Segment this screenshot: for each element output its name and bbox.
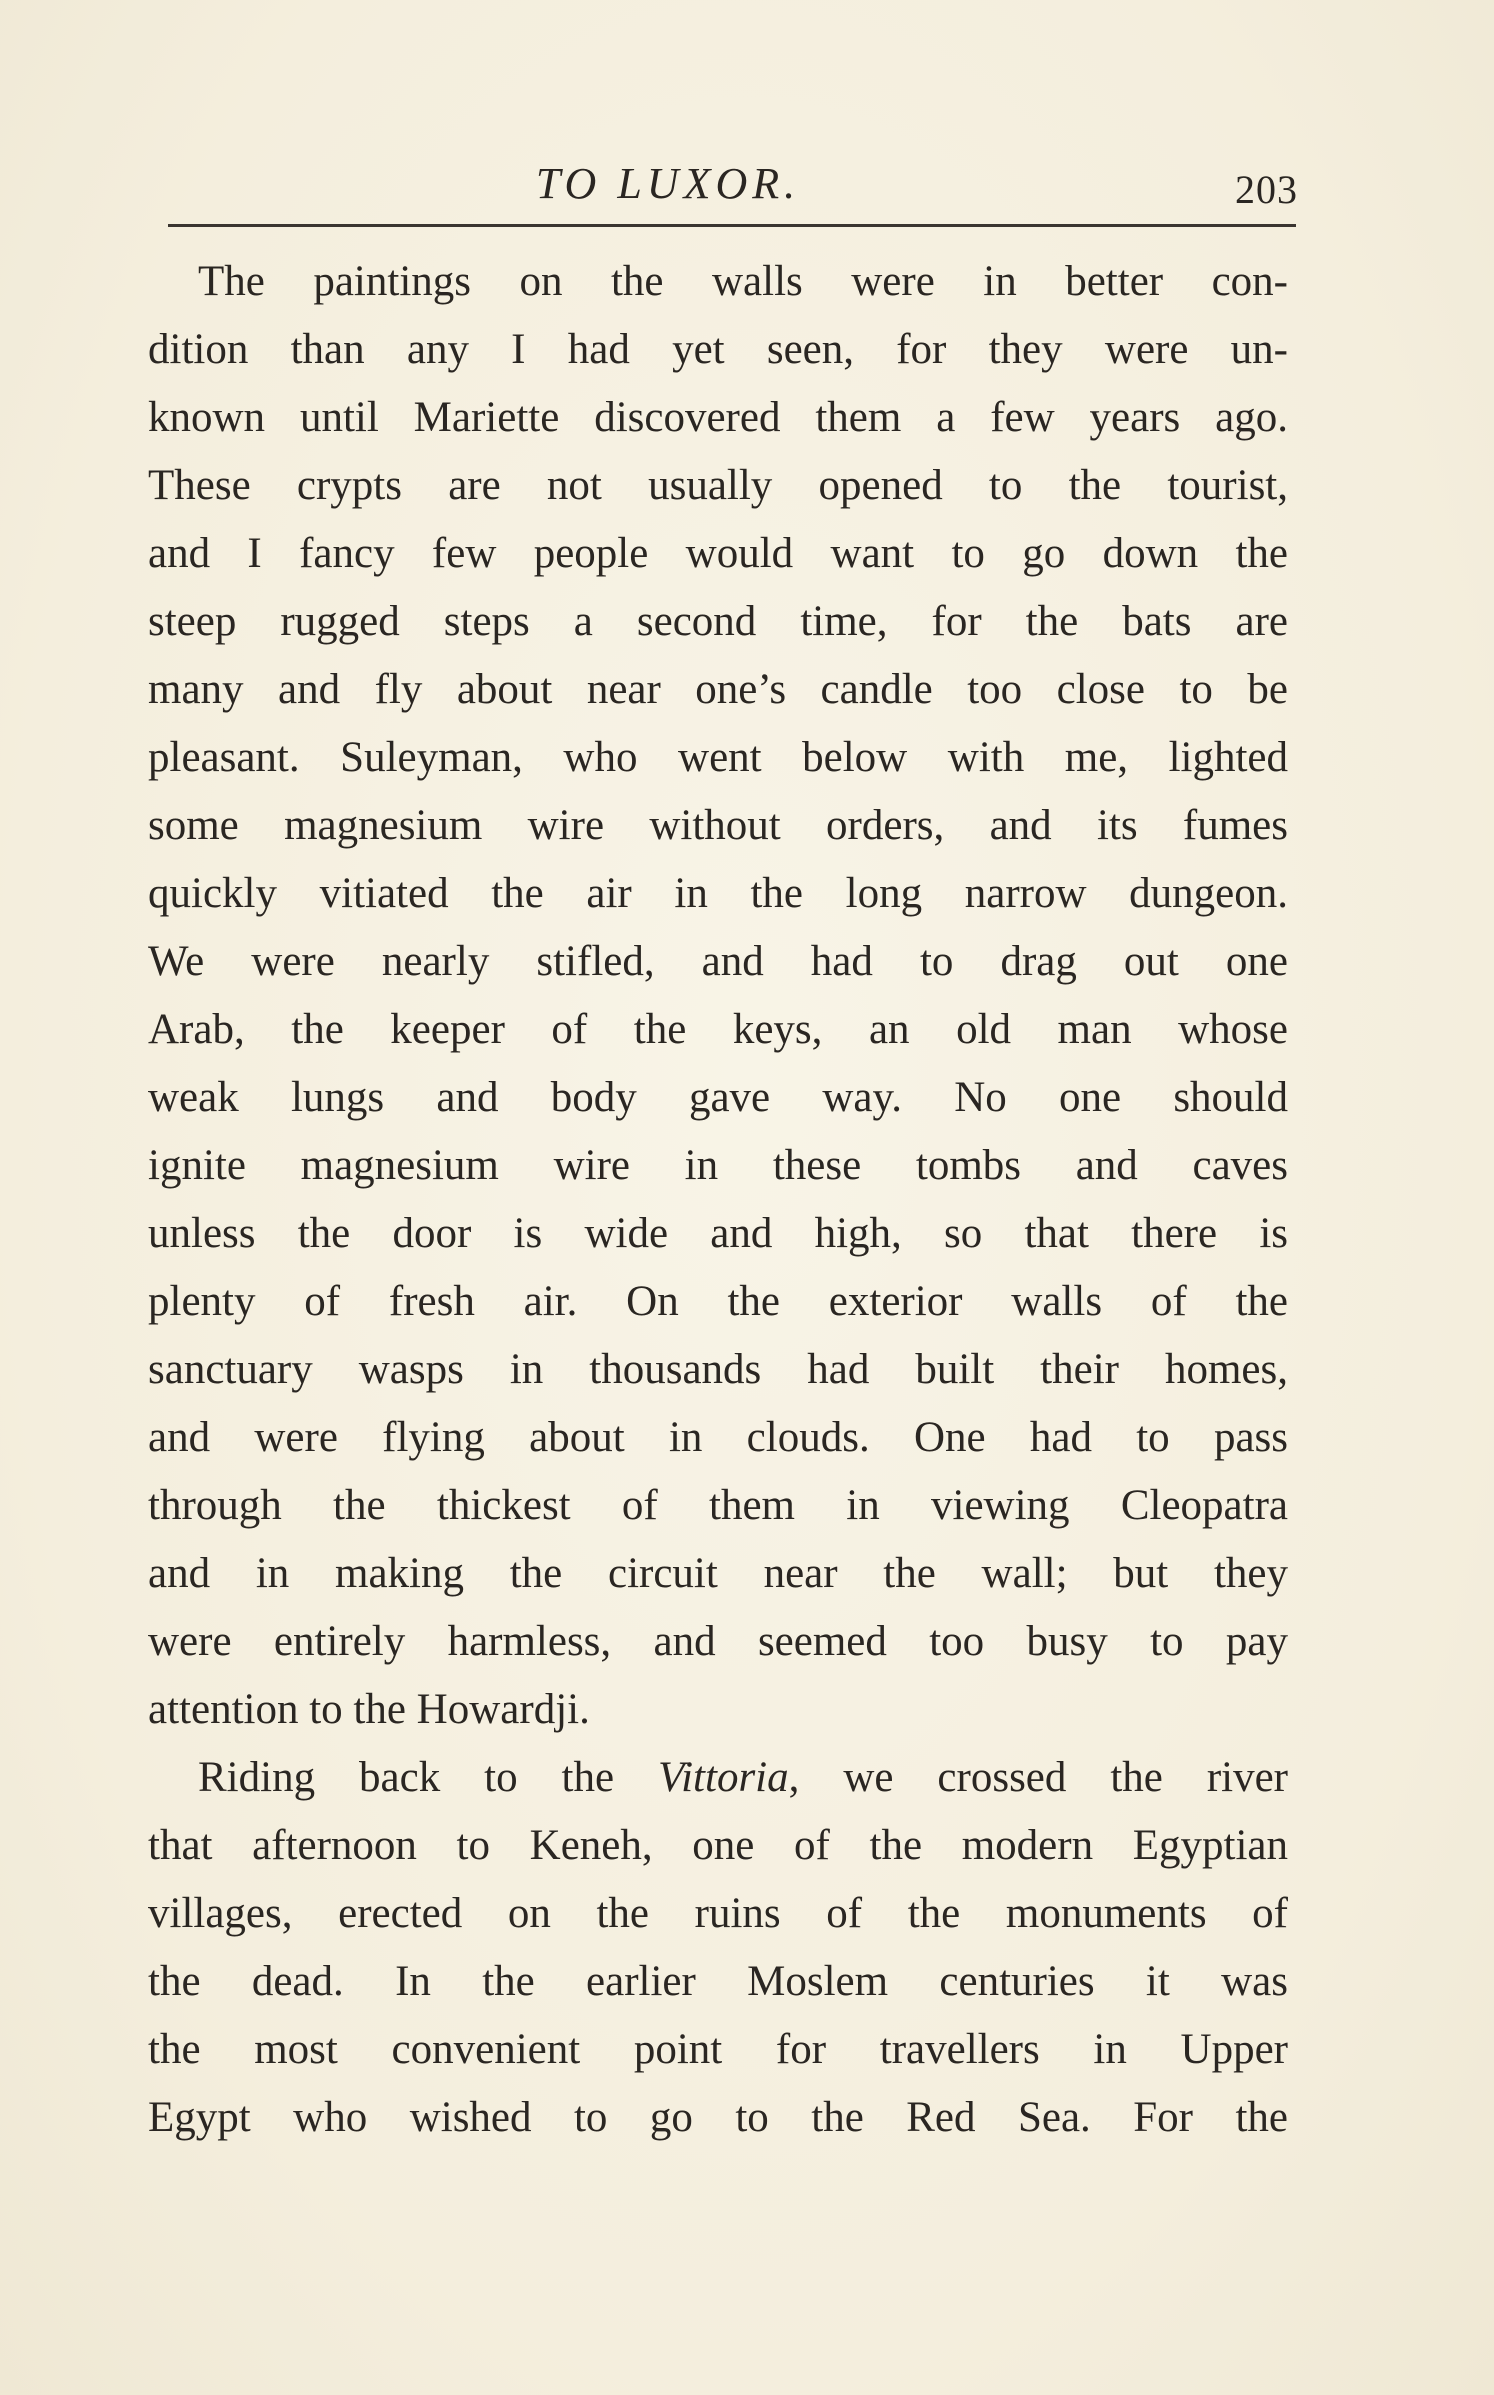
text-line: through the thickest of them in viewing Cleopatra xyxy=(148,1482,1288,1529)
text-fragment: Riding back to the xyxy=(198,1754,659,1801)
paragraph-1 xyxy=(148,248,1288,1744)
ship-name: Vittoria xyxy=(658,1754,789,1801)
text-line: Arab, the keeper of the keys, an old man whose xyxy=(148,1006,1288,1053)
text-line: were entirely harmless, and seemed too busy to pay xyxy=(148,1618,1288,1665)
text-line: These crypts are not usually opened to the tourist, xyxy=(148,462,1288,509)
text-line: many and fly about near one’s candle too close to be xyxy=(148,666,1288,713)
text-line: attention to the Howardji. xyxy=(148,1686,590,1733)
text-line: ignite magnesium wire in these tombs and caves xyxy=(148,1142,1288,1189)
text-line: pleasant. Suleyman, who went below with me, lighted xyxy=(148,734,1288,781)
body-text xyxy=(148,248,1288,2152)
running-title: TO LUXOR. xyxy=(535,159,801,208)
text-line: quickly vitiated the air in the long narrow dungeon. xyxy=(148,870,1288,917)
text-line: that afternoon to Keneh, one of the modern Egyptian xyxy=(148,1822,1288,1869)
text-line: and I fancy few people would want to go down the xyxy=(148,530,1288,577)
text-line: villages, erected on the ruins of the monuments of xyxy=(148,1890,1288,1937)
text-line: the most convenient point for travellers in Upper xyxy=(148,2026,1288,2073)
text-line: unless the door is wide and high, so that there is xyxy=(148,1210,1288,1257)
page-number: 203 xyxy=(1235,167,1298,212)
text-line: some magnesium wire without orders, and its fumes xyxy=(148,802,1288,849)
text-line xyxy=(148,1744,1288,1812)
text-line: sanctuary wasps in thousands had built their homes, xyxy=(148,1346,1288,1393)
text-fragment: , we crossed the river xyxy=(788,1754,1288,1801)
paragraph-2 xyxy=(148,1744,1288,2152)
text-line: and in making the circuit near the wall; but they xyxy=(148,1550,1288,1597)
text-line: plenty of fresh air. On the exterior walls of the xyxy=(148,1278,1288,1325)
text-line: The paintings on the walls were in better con- xyxy=(198,258,1288,305)
text-line: Egypt who wished to go to the Red Sea. For the xyxy=(148,2094,1288,2141)
text-line: the dead. In the earlier Moslem centuries it was xyxy=(148,1958,1288,2005)
header-rule xyxy=(168,224,1296,227)
text-line: known until Mariette discovered them a few years ago. xyxy=(148,394,1288,441)
text-line: steep rugged steps a second time, for the bats are xyxy=(148,598,1288,645)
running-head xyxy=(168,158,1298,218)
text-line: weak lungs and body gave way. No one should xyxy=(148,1074,1288,1121)
text-line: dition than any I had yet seen, for they were un- xyxy=(148,326,1288,373)
text-line: and were flying about in clouds. One had to pass xyxy=(148,1414,1288,1461)
text-line: We were nearly stifled, and had to drag out one xyxy=(148,938,1288,985)
